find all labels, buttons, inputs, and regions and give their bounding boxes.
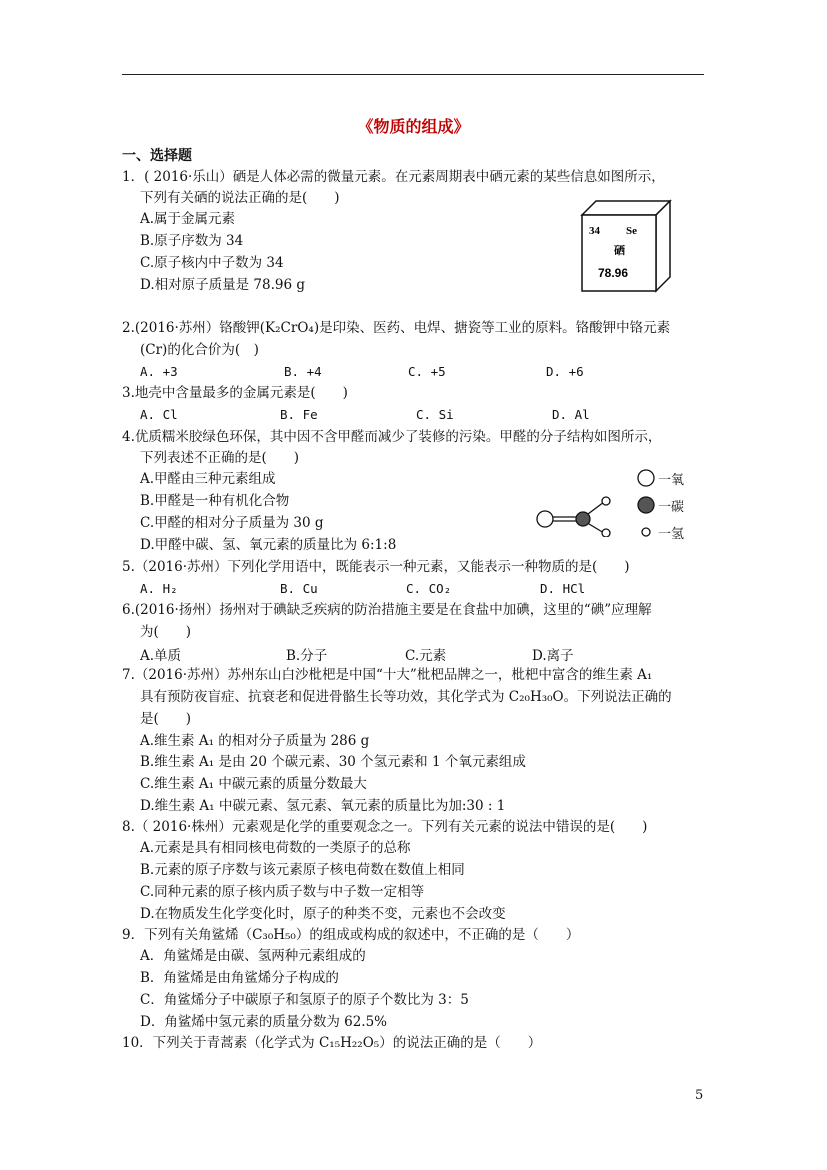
legend-carbon: 一碳: [658, 500, 685, 515]
q8-stem: 8.（ 2016·株州）元素观是化学的重要观念之一。下列有关元素的说法中错误的是( ): [122, 819, 648, 835]
q6-option-d: D.离子: [532, 648, 574, 664]
q5-option-c: C. CO₂: [406, 581, 452, 596]
carbon-atom: [576, 512, 590, 526]
q5-option-a: A. H₂: [140, 581, 178, 596]
q7-option-b: B.维生素 A₁ 是由 20 个碳元素、30 个氢元素和 1 个氧元素组成: [140, 754, 526, 770]
q2-stem-1: 2.(2016·苏州）铬酸钾(K₂CrO₄)是印染、医药、电焊、搪瓷等工业的原料。铬酸钾中铬元素: [122, 320, 671, 336]
oxygen-atom: [537, 511, 553, 527]
q6-option-b: B.分子: [286, 648, 328, 664]
q2-option-b: B. +4: [284, 364, 322, 379]
q9-option-d: D．角鲨烯中氢元素的质量分数为 62.5%: [140, 1014, 388, 1030]
q9-stem: 9．下列有关角鲨烯（C₃₀H₅₀）的组成或构成的叙述中，不正确的是（ ）: [122, 927, 580, 943]
atom-legend: [636, 468, 706, 548]
q3-option-c: C. Si: [416, 407, 454, 422]
q4-stem-1: 4.优质糯米胶绿色环保，其中因不含甲醛而减少了装修的污染。甲醛的分子结构如图所示，: [122, 429, 662, 445]
q8-option-a: A.元素是具有相同核电荷数的一类原子的总称: [140, 840, 411, 856]
selenium-element-card: [578, 197, 674, 293]
q2-option-a: A. +3: [140, 364, 178, 379]
q1-stem-1: 1．( 2016·乐山）硒是人体必需的微量元素。在元素周期表中硒元素的某些信息如图所示，: [122, 169, 665, 185]
q2-option-c: C. +5: [408, 364, 446, 379]
q3-stem: 3.地壳中含量最多的金属元素是( ): [122, 385, 348, 401]
q4-option-a: A.甲醛由三种元素组成: [140, 471, 276, 487]
q6-option-c: C.元素: [405, 648, 447, 664]
q5-option-d: D. HCl: [540, 581, 586, 596]
page-title: 《物质的组成》: [357, 117, 470, 136]
element-symbol: Se: [626, 225, 637, 237]
q7-stem-3: 是( ): [140, 711, 192, 727]
q1-stem-2: 下列有关硒的说法正确的是( ): [140, 190, 340, 206]
q2-option-d: D. +6: [546, 364, 584, 379]
element-name: 硒: [614, 244, 625, 257]
q1-option-c: C.原子核内中子数为 34: [140, 255, 284, 271]
oxygen-legend-icon: [638, 470, 654, 486]
hydrogen-legend-icon: [642, 528, 650, 536]
carbon-legend-icon: [638, 497, 654, 513]
element-mass: 78.96: [598, 266, 629, 280]
q3-option-b: B. Fe: [280, 407, 318, 422]
q4-option-d: D.甲醛中碳、氢、氧元素的质量比为 6:1:8: [140, 537, 397, 553]
section-heading: 一、选择题: [122, 148, 192, 164]
q7-stem-1: 7.（2016·苏州）苏州东山白沙枇杷是中国“十大”枇杷品牌之一，枇杷中富含的维生素 A₁: [122, 667, 653, 683]
q10-stem: 10．下列关于青蒿素（化学式为 C₁₅H₂₂O₅）的说法正确的是（ ）: [122, 1035, 542, 1051]
q3-option-a: A. Cl: [140, 407, 178, 422]
q6-option-a: A.单质: [140, 648, 182, 664]
q8-option-c: C.同种元素的原子核内质子数与中子数一定相等: [140, 884, 425, 900]
q1-option-a: A.属于金属元素: [140, 211, 236, 227]
q7-option-d: D.维生素 A₁ 中碳元素、氢元素、氧元素的质量比为加:30 : 1: [140, 798, 506, 814]
element-number: 34: [589, 225, 600, 237]
q8-option-b: B.元素的原子序数与该元素原子核电荷数在数值上相同: [140, 862, 465, 878]
q9-option-a: A．角鲨烯是由碳、氢两种元素组成的: [140, 948, 366, 964]
page-number: 5: [695, 1088, 704, 1103]
q8-option-d: D.在物质发生化学变化时，原子的种类不变，元素也不会改变: [140, 906, 506, 922]
formaldehyde-molecule-diagram: [532, 493, 632, 537]
q9-option-c: C．角鲨烯分子中碳原子和氢原子的原子个数比为 3：5: [140, 992, 469, 1008]
q4-option-c: C.甲醛的相对分子质量为 30 g: [140, 515, 324, 531]
q7-stem-2: 具有预防夜盲症、抗衰老和促进骨骼生长等功效，其化学式为 C₂₀H₃₀O。下列说法正确的: [140, 689, 672, 705]
hydrogen-atom: [602, 529, 610, 537]
q5-stem: 5.（2016·苏州）下列化学用语中，既能表示一种元素，又能表示一种物质的是( ): [122, 559, 630, 575]
header-rule: [122, 74, 704, 75]
q7-option-c: C.维生素 A₁ 中碳元素的质量分数最大: [140, 776, 367, 792]
hydrogen-atom: [602, 497, 610, 505]
q9-option-b: B．角鲨烯是由角鲨烯分子构成的: [140, 970, 339, 986]
q6-stem-2: 为( ): [140, 624, 192, 640]
q1-option-b: B.原子序数为 34: [140, 233, 244, 249]
q5-option-b: B. Cu: [280, 581, 318, 596]
q4-option-b: B.甲醛是一种有机化合物: [140, 493, 290, 509]
q6-stem-1: 6.(2016·扬州）扬州对于碘缺乏疾病的防治措施主要是在食盐中加碘，这里的“碘”应理解: [122, 602, 652, 618]
q3-option-d: D. Al: [552, 407, 590, 422]
legend-hydrogen: 一氢: [658, 527, 685, 542]
q1-option-d: D.相对原子质量是 78.96 g: [140, 277, 306, 293]
q2-stem-2: (Cr)的化合价为( ): [140, 342, 259, 358]
legend-oxygen: 一氧: [658, 473, 685, 488]
q4-stem-2: 下列表述不正确的是( ): [140, 450, 300, 466]
q7-option-a: A.维生素 A₁ 的相对分子质量为 286 g: [140, 733, 370, 749]
